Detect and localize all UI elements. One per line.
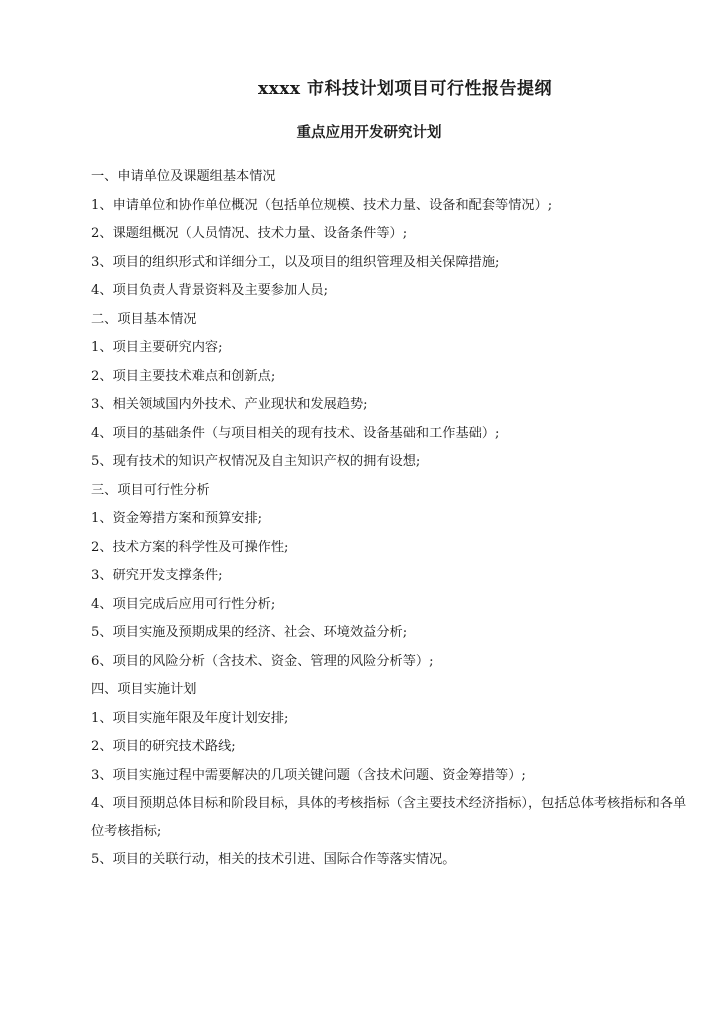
list-item: 2、项目的研究技术路线; — [91, 739, 236, 754]
list-item: 5、项目的关联行动，相关的技术引进、国际合作等落实情况。 — [91, 852, 456, 867]
document-subtitle: 重点应用开发研究计划 — [296, 124, 442, 141]
list-item: 5、现有技术的知识产权情况及自主知识产权的拥有设想; — [91, 454, 421, 469]
list-item: 2、课题组概况（人员情况、技术力量、设备条件等）; — [91, 226, 408, 241]
list-item: 6、项目的风险分析（含技术、资金、管理的风险分析等）; — [91, 653, 434, 669]
document-title: xxxx 市科技计划项目可行性报告提纲 — [258, 79, 552, 99]
list-item: 4、项目的基础条件（与项目相关的现有技术、设备基础和工作基础）; — [91, 425, 500, 441]
list-item: 3、相关领域国内外技术、产业现状和发展趋势; — [91, 397, 368, 412]
section-heading-1: 一、申请单位及课题组基本情况 — [91, 169, 276, 184]
list-item: 3、研究开发支撑条件; — [91, 568, 223, 583]
list-item: 1、项目实施年限及年度计划安排; — [91, 710, 289, 726]
list-item: 2、技术方案的科学性及可操作性; — [91, 539, 289, 555]
list-item: 4、项目完成后应用可行性分析; — [91, 596, 276, 612]
section-heading-3: 三、项目可行性分析 — [91, 482, 210, 498]
list-item: 5、项目实施及预期成果的经济、社会、环境效益分析; — [91, 625, 408, 640]
section-heading-4: 四、项目实施计划 — [91, 682, 197, 697]
list-item: 3、项目实施过程中需要解决的几项关键问题（含技术问题、资金筹措等）; — [91, 767, 526, 783]
list-item: 2、项目主要技术难点和创新点; — [91, 368, 276, 384]
section-heading-2: 二、项目基本情况 — [91, 311, 197, 327]
list-item: 1、申请单位和协作单位概况（包括单位规模、技术力量、设备和配套等情况）; — [91, 197, 553, 213]
list-item: 1、资金筹措方案和预算安排; — [91, 511, 263, 526]
list-item: 1、项目主要研究内容; — [91, 340, 223, 355]
document-body — [91, 163, 691, 875]
list-item: 4、项目负责人背景资料及主要参加人员; — [91, 283, 329, 298]
list-item: 3、项目的组织形式和详细分工，以及项目的组织管理及相关保障措施; — [91, 254, 500, 270]
list-item: 4、项目预期总体目标和阶段目标，具体的考核指标（含主要技术经济指标），包括总体考核指标和各单位考核指标; — [91, 796, 687, 839]
